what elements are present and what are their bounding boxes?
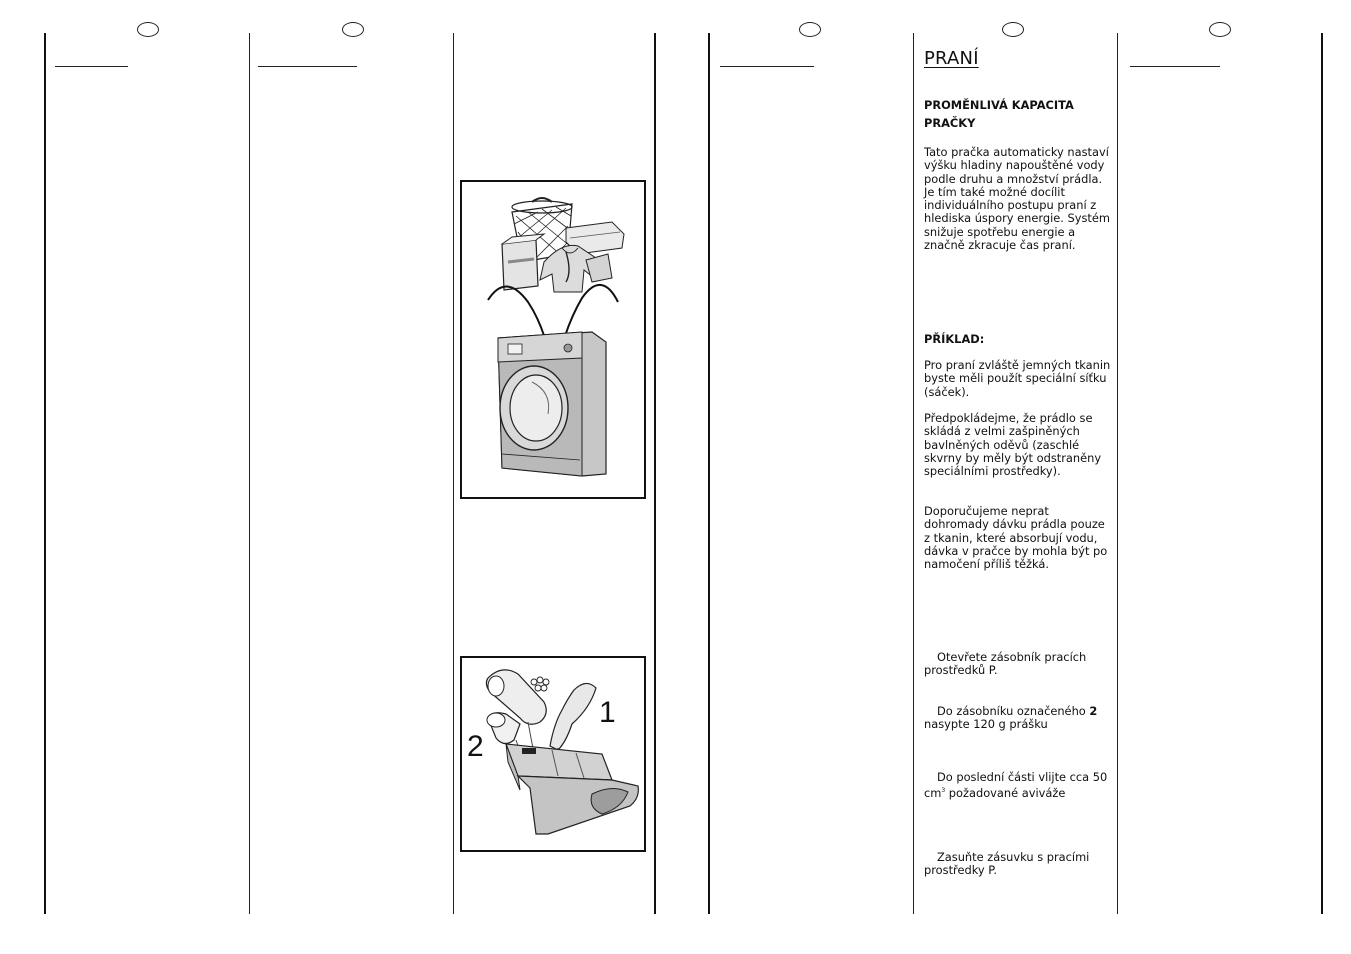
example-heading: PŘÍKLAD: bbox=[924, 332, 985, 346]
detergent-drawer-figure bbox=[460, 656, 646, 852]
step-open-drawer: Otevřete zásobník pracích prostředků P. bbox=[924, 650, 1087, 678]
step-add-softener-rest: požadované aviváže bbox=[945, 786, 1066, 801]
column-divider bbox=[654, 33, 656, 914]
laundry-and-washer-illustration bbox=[462, 182, 644, 497]
language-oval bbox=[799, 22, 821, 37]
step-add-powder bbox=[924, 705, 1112, 732]
paragraph-soiled-cotton: Předpokládejme, že prádlo se skládá z velmi zašpiněných bavlněných oděvů (zaschlé skvrny by měly být odstraněny speciálními prostředky). bbox=[924, 411, 1102, 479]
laundry-figure bbox=[460, 180, 646, 499]
step-close-drawer: Zasuňte zásuvku s pracími prostředky P. bbox=[924, 850, 1090, 878]
step-add-powder-amount: nasypte 120 g prášku bbox=[924, 717, 1048, 732]
page-title: PRANÍ bbox=[924, 48, 979, 69]
drawer-label-1: 1 bbox=[599, 696, 616, 729]
header-rule bbox=[1130, 66, 1220, 67]
paragraph-mesh-bag: Pro praní zvláště jemných tkanin byste měli použít speciální síťku (sáček). bbox=[924, 358, 1111, 399]
intro-paragraph: Tato pračka automaticky nastaví výšku hladiny napouštěné vody podle druhu a množství prádla. Je tím také možné docílit individuálního postupu praní z hlediska úspory energie. Systém snižuje spotřebu energie a značně zkracuje čas praní. bbox=[924, 145, 1110, 253]
language-oval bbox=[137, 22, 159, 37]
step-add-powder-text: Do zásobníku označeného bbox=[937, 704, 1090, 718]
column-divider bbox=[708, 33, 710, 914]
language-oval bbox=[1209, 22, 1231, 37]
compartment-number: 2 bbox=[1089, 704, 1098, 718]
header-rule bbox=[720, 66, 814, 67]
step-add-softener-text: Do poslední části vlijte cca 50 cm bbox=[924, 770, 1108, 801]
column-divider bbox=[1321, 33, 1323, 914]
header-rule bbox=[55, 66, 128, 67]
paragraph-recommendation: Doporučujeme neprat dohromady dávku prádla pouze z tkanin, které absorbují vodu, dávka v pračce by mohla být po namočení příliš těžká. bbox=[924, 504, 1108, 572]
column-divider bbox=[913, 33, 914, 914]
drawer-label-2: 2 bbox=[467, 730, 484, 763]
cubic-superscript: 3 bbox=[941, 787, 946, 795]
detergent-drawer-illustration bbox=[462, 658, 644, 850]
language-oval bbox=[342, 22, 364, 37]
section-heading: PROMĚNLIVÁ KAPACITA PRAČKY bbox=[924, 98, 1074, 130]
column-divider bbox=[1117, 33, 1118, 914]
language-oval bbox=[1002, 22, 1024, 37]
column-divider bbox=[453, 33, 454, 914]
header-rule bbox=[258, 66, 357, 67]
column-divider bbox=[249, 33, 250, 914]
step-add-softener bbox=[924, 771, 1112, 800]
column-divider bbox=[44, 33, 46, 914]
